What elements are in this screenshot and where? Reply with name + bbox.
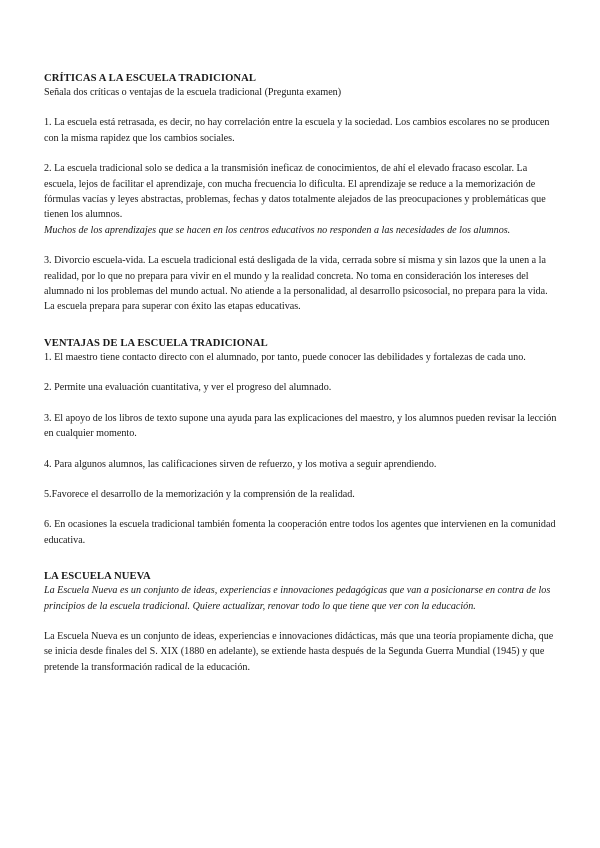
ventajas-point-4: 4. Para algunos alumnos, las calificaciones sirven de refuerzo, y los motiva a seguir aprendiendo. [44,458,437,470]
nueva-heading: LA ESCUELA NUEVA [44,571,151,583]
criticas-point-2-note: Muchos de los aprendizajes que se hacen en los centros educativos no responden a las necesidades de los alumnos. [44,224,511,236]
nueva-intro: La Escuela Nueva es un conjunto de ideas, experiencias e innovaciones pedagógicas que van a posicionarse en contra de los principios de la escuela tradicional. Quiere actualizar, renovar todo lo que tiene que ver con la educación. [44,585,551,612]
criticas-point-1: 1. La escuela está retrasada, es decir, no hay correlación entre la escuela y la sociedad. Los cambios escolares no se producen con la misma rapidez que los cambios sociales. [44,117,550,144]
criticas-point-2: 2. La escuela tradicional solo se dedica a la transmisión ineficaz de conocimientos, de ahí el elevado fracaso escolar. La escuela, lejos de facilitar el aprendizaje, con mucha frecuencia lo dificulta. El aprendizaje se reduce a la memorización de fórmulas vacías y leyes abstractas, problemas, fechas y datos totalmente alejados de las preocupaciones y problemáticas que tienen los alumnos. [44,163,546,221]
nueva-paragraph: La Escuela Nueva es un conjunto de ideas, experiencias e innovaciones didácticas, más que una teoría propiamente dicha, que se inicia desde finales del S. XIX (1880 en adelante), se extiende hasta después de la Segunda Guerra Mundial (1945) y que pretende la transformación radical de la educación. [44,630,554,673]
ventajas-heading: VENTAJAS DE LA ESCUELA TRADICIONAL [44,337,268,349]
document-content [44,72,558,675]
criticas-subtitle: Señala dos críticas o ventajas de la escuela tradicional (Pregunta examen) [44,87,342,98]
ventajas-point-3: 3. El apoyo de los libros de texto supone una ayuda para las explicaciones del maestro, y los alumnos pueden revisar la lección en cualquier momento. [44,412,557,440]
ventajas-point-2: 2. Permite una evaluación cuantitativa, y ver el progreso del alumnado. [44,382,332,394]
criticas-heading: CRÍTICAS A LA ESCUELA TRADICIONAL [44,73,257,84]
ventajas-point-1: 1. El maestro tiene contacto directo con el alumnado, por tanto, puede conocer las debilidades y fortalezas de cada uno. [44,351,526,363]
ventajas-point-6: 6. En ocasiones la escuela tradicional también fomenta la cooperación entre todos los agentes que intervienen en la comunidad educativa. [44,519,556,546]
ventajas-point-5: 5.Favorece el desarrollo de la memorización y la comprensión de la realidad. [44,488,355,500]
criticas-point-3: 3. Divorcio escuela-vida. La escuela tradicional está desligada de la vida, cerrada sobre sí misma y sin lazos que la unen a la realidad, por lo que no prepara para vivir en el mundo y la realidad concreta. No toma en consideración los intereses del alumnado ni los problemas del mundo actual. No atiende a la personalidad, al desarrollo psicosocial, no prepara para la vida. La escuela prepara para superar con éxito las etapas educativas. [44,255,548,313]
